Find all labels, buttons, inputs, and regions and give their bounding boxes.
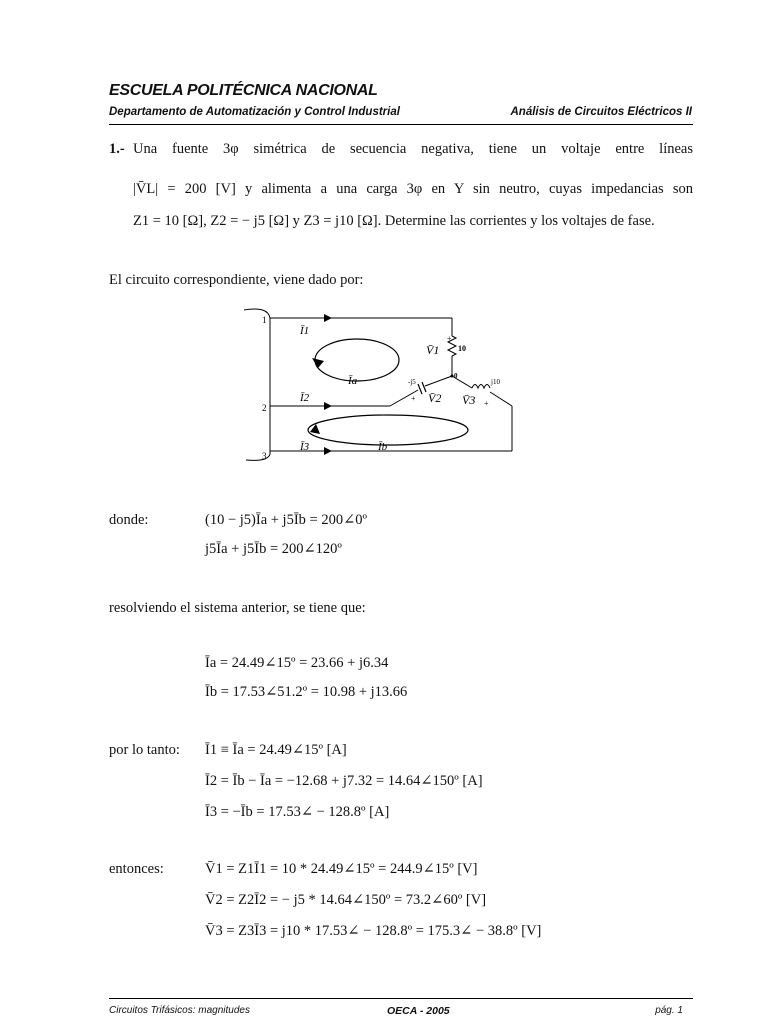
- v2-value: -j5: [408, 378, 416, 386]
- voltage-v1: V̄1 = Z1Ī1 = 10 * 24.49∠15º = 244.9∠15º [V]: [205, 861, 478, 877]
- current-label-i1: Ī1: [300, 325, 310, 337]
- node-label-3: 3: [262, 451, 267, 461]
- school-name: ESCUELA POLITÉCNICA NACIONAL: [109, 82, 378, 99]
- solution-ia: Īa = 24.49∠15º = 23.66 + j6.34: [205, 655, 389, 671]
- circuit-intro: El circuito correspondiente, viene dado por:: [109, 272, 364, 288]
- mesh-equation-2: j5Īa + j5Īb = 200∠120º: [205, 541, 342, 557]
- current-label-i2: Ī2: [300, 392, 310, 404]
- v2-plus: +: [411, 394, 416, 403]
- entonces-label: entonces:: [109, 861, 164, 877]
- por-lo-tanto-label: por lo tanto:: [109, 742, 180, 758]
- v1-value: 10: [458, 344, 466, 353]
- footer-center: OECA - 2005: [387, 1005, 450, 1017]
- footer-rule: [109, 998, 693, 999]
- problem-line-3: Z1 = 10 [Ω], Z2 = − j5 [Ω] y Z3 = j10 [Ω]. Determine las corrientes y los voltajes de fase.: [133, 213, 655, 229]
- voltage-v3: V̄3 = Z3Ī3 = j10 * 17.53∠ − 128.8º = 175.3∠ − 38.8º [V]: [205, 923, 542, 939]
- resolviendo-text: resolviendo el sistema anterior, se tiene que:: [109, 600, 366, 616]
- current-i1: Ī1 ≡ Īa = 24.49∠15º [A]: [205, 742, 347, 758]
- mesh-equation-1: (10 − j5)Īa + j5Īb = 200∠0º: [205, 512, 367, 528]
- problem-line-2: |V̄L| = 200 [V] y alimenta a una carga 3φ en Y sin neutro, cuyas impedancias son: [133, 181, 693, 197]
- current-i3: Ī3 = −Īb = 17.53∠ − 128.8º [A]: [205, 804, 390, 820]
- neutral-label: 0: [454, 372, 458, 380]
- arrow-line-1: [324, 314, 332, 322]
- problem-line-1: Una fuente 3φ simétrica de secuencia negativa, tiene un voltaje entre líneas: [133, 141, 693, 157]
- voltage-v2: V̄2 = Z2Ī2 = − j5 * 14.64∠150º = 73.2∠60º [V]: [205, 892, 487, 908]
- current-i2: Ī2 = Īb − Īa = −12.68 + j7.32 = 14.64∠150º [A]: [205, 773, 483, 789]
- course-name: Análisis de Circuitos Eléctricos II: [510, 106, 692, 118]
- source-bracket: [244, 309, 270, 460]
- problem-number: 1.-: [109, 141, 125, 157]
- loop-label-ia: Īa: [348, 375, 358, 387]
- v3-plus: +: [484, 399, 489, 408]
- v2-label: V̄2: [428, 391, 442, 405]
- v3-value: j10: [491, 378, 500, 386]
- donde-label: donde:: [109, 512, 149, 528]
- v3-label: V̄3: [462, 393, 476, 407]
- loop-ib: [308, 415, 468, 445]
- arrow-line-2: [324, 402, 332, 410]
- arrow-line-3: [324, 447, 332, 455]
- capacitor-z2: [418, 384, 422, 394]
- v1-plus: +: [447, 334, 452, 343]
- solution-ib: Īb = 17.53∠51.2º = 10.98 + j13.66: [205, 684, 408, 700]
- header-rule: [109, 124, 693, 125]
- node-label-2: 2: [262, 403, 267, 413]
- circuit-diagram: [240, 304, 530, 464]
- page-number: pág. 1: [655, 1005, 683, 1016]
- loop-label-ib: Īb: [378, 441, 388, 453]
- current-label-i3: Ī3: [300, 441, 310, 453]
- inductor-z3: [472, 385, 490, 389]
- department-name: Departamento de Automatización y Control Industrial: [109, 106, 400, 118]
- footer-left: Circuitos Trifásicos: magnitudes: [109, 1005, 250, 1016]
- node-label-1: 1: [262, 315, 267, 325]
- v1-label: V̄1: [426, 343, 440, 357]
